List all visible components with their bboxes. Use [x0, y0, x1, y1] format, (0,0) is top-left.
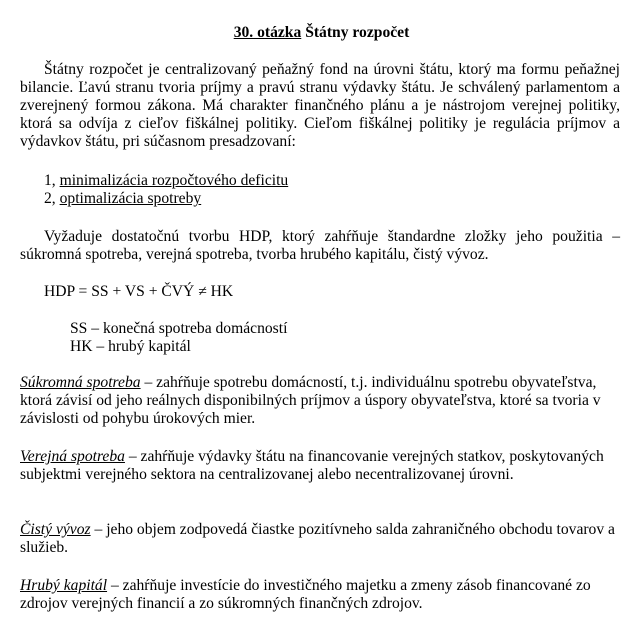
list-item: 1, minimalizácia rozpočtového deficitu	[44, 172, 289, 189]
term-label: Verejná spotreba	[20, 448, 125, 465]
list-item: 2, optimalizácia spotreby	[44, 190, 202, 207]
term-text: – jeho objem zodpovedá čiastke pozitívneho salda zahraničného obchodu tovarov a služieb.	[20, 521, 615, 556]
term-gross-capital	[20, 577, 620, 613]
term-label: Hrubý kapitál	[20, 577, 108, 594]
term-text: – zahŕňuje spotrebu domácností, t.j. individuálnu spotrebu obyvateľstva, ktorá závisí od jeho reálnych disponibilných príjmov a úspory obyvateľstva, ktoré sa tvoria v závislosti od pohybu úrokových mier.	[20, 374, 601, 427]
definition-ss: SS – konečná spotreba domácností	[70, 320, 288, 337]
hdp-paragraph: Vyžaduje dostatočnú tvorbu HDP, ktorý zahŕňuje štandardne zložky jeho použitia – súkromná spotreba, verejná spotreba, tvorba hrubého kapitálu, čistý vývoz.	[20, 228, 620, 263]
goals-list	[44, 172, 643, 208]
definition-hk: HK – hrubý kapitál	[70, 338, 191, 355]
term-text: – zahŕňuje výdavky štátu na financovanie verejných statkov, poskytovaných subjektmi verejného sektora na centralizovanej alebo necentralizovanej úrovni.	[20, 448, 604, 483]
term-private-consumption	[20, 374, 620, 428]
term-text: – zahŕňuje investície do investičného majetku a zmeny zásob financované zo zdrojov verejných financií a zo súkromných finančných zdrojov.	[20, 577, 591, 612]
term-net-export	[20, 521, 620, 557]
term-public-consumption	[20, 448, 620, 484]
term-label: Súkromná spotreba	[20, 374, 141, 391]
intro-paragraph: Štátny rozpočet je centralizovaný peňažný fond na úrovni štátu, ktorý ma formu peňažnej bilancie. Ľavú stranu tvoria príjmy a pravú stranu výdavky štátu. Je schválený parlamentom a zverejnený formou zákona. Má charakter finančného plánu a je nástrojom verejnej politiky, ktorá sa odvíja z cieľov fiškálnej politiky. Cieľom fiškálnej politiky je regulácia príjmov a výdavkov štátu, pri súčasnom presadzovaní:	[20, 61, 620, 150]
hdp-formula: HDP = SS + VS + ČVÝ ≠ HK	[44, 283, 234, 300]
title-text: Štátny rozpočet	[305, 24, 410, 41]
page-title	[0, 24, 643, 42]
term-label: Čistý vývoz	[20, 521, 91, 538]
question-number: 30. otázka	[233, 24, 302, 41]
abbreviation-definitions	[70, 320, 643, 356]
